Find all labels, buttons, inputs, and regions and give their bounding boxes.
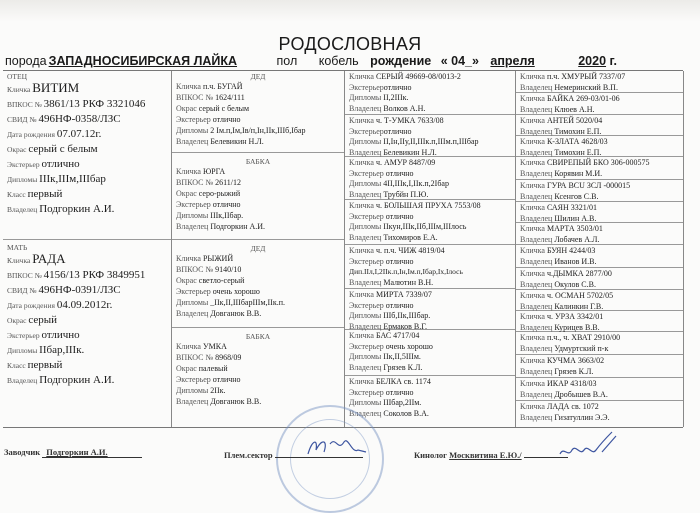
gggp-cell (516, 180, 683, 202)
grandparent-name: РЫЖИЙ (202, 254, 234, 263)
ggp-name: ч. Т-УМКА 7633/08 (375, 116, 444, 125)
gggp-name: К-ЗЛАТА 4628/03 (546, 137, 608, 146)
vkkos-label: ВПКОС № (176, 93, 214, 102)
owner-label: Владелец (520, 256, 553, 266)
color-label: Окрас (176, 364, 197, 373)
gggp-name: ГУРА ВСU ЗСЛ -000015 (546, 181, 631, 190)
gggp-cell (516, 202, 683, 223)
gggp-cell (516, 157, 683, 180)
gggp-cell (516, 332, 683, 355)
name-label: Кличка (520, 312, 545, 321)
grandparent-name: п.ч. БУГАЙ (202, 82, 243, 91)
name-label: Кличка (520, 246, 545, 255)
exterior-label: Экстерьер (349, 256, 384, 266)
name-label: Кличка (520, 356, 545, 365)
owner-label: Владелец (349, 408, 382, 418)
name-label: Кличка (349, 158, 374, 167)
ggp-exterior: отлично (383, 82, 412, 92)
name-label: Кличка (520, 158, 545, 167)
gggp-owner: Тимохин Е.П. (554, 147, 602, 157)
ggp-owner: Волков А.Н. (383, 103, 426, 113)
diplomas-label: Дипломы (176, 298, 209, 307)
owner-label: Владелец (520, 147, 553, 157)
sex-label: пол (276, 54, 298, 68)
exterior-label: Экстерьер (176, 287, 211, 296)
mother-svid: 496НФ-0391/ЛЗС (38, 284, 121, 296)
great-grandparent-cell (345, 71, 515, 115)
exterior-label: Экстерьер (349, 211, 384, 221)
breeder-label: Заводчик (4, 447, 41, 457)
owner-label: Владелец (520, 168, 553, 178)
vkkos-label: ВПКОС № (176, 265, 214, 274)
exterior-label: Экстерьер (349, 341, 384, 351)
owner-label: Владелец (7, 376, 38, 385)
grandparent-vkkos: 2611/12 (215, 178, 242, 187)
father-color: серый с белым (28, 143, 98, 155)
color-label: Окрас (176, 104, 197, 113)
father-vkkos: 3861/13 РКФ 3321046 (43, 98, 146, 110)
mother-role: МАТЬ (7, 243, 28, 252)
owner-label: Владелец (520, 343, 553, 353)
sector-label: Плем.сектор (224, 450, 273, 460)
gggp-owner: Грязев К.Л. (554, 366, 594, 376)
gggp-name: ЛАДА св. 1072 (546, 402, 599, 411)
gggp-cell (516, 93, 683, 115)
gggp-owner: Корявин М.И. (554, 168, 603, 178)
breed-value: ЗАПАДНОСИБИРСКАЯ ЛАЙКА (48, 54, 238, 68)
gggp-name: САЯН 3321/01 (546, 203, 598, 212)
father-role: ОТЕЦ (7, 72, 27, 81)
breeder-name: Подгоркин А.И. (42, 447, 142, 458)
cynologist-signature (414, 447, 568, 460)
gggp-cell (516, 245, 683, 268)
great-grandparent-cell (345, 115, 515, 157)
ggp-diplomas: IIIбар,2IIм. (383, 398, 422, 408)
exterior-label: Экстерьер (7, 331, 40, 340)
ggp-diplomas: II,Iн,IIу,II,IIIк.п,IIIм.п,IIIбар (383, 137, 479, 147)
gggp-owner: Гизатуллин Э.Э. (554, 412, 610, 422)
document-title: РОДОСЛОВНАЯ (278, 34, 422, 54)
great-grandparent-cell (345, 330, 515, 376)
ggp-exterior: очень хорошо (385, 341, 433, 351)
mother-class: первый (27, 359, 63, 371)
mother-diplomas: IIбар,IIIк. (39, 344, 85, 356)
ggp-name: ч. п.ч. ЧИЖ 4819/04 (375, 246, 445, 255)
pedigree-header (5, 54, 695, 68)
owner-label: Владелец (349, 103, 382, 113)
ggp-owner: Тихомиров Е.А. (383, 232, 438, 242)
grandparent-cell (172, 71, 344, 153)
grandparent-color: палевый (198, 364, 228, 373)
owner-label: Владелец (520, 104, 553, 114)
grandparent-vkkos: 9140/10 (215, 265, 242, 274)
ggp-name: СЕРЫЙ 49669-08/0013-2 (375, 72, 461, 81)
gggp-name: ч.ДЫМКА 2877/00 (546, 269, 612, 278)
name-label: Кличка (176, 342, 201, 351)
diplomas-label: Дипломы (349, 137, 382, 147)
exterior-label: Экстерьер (176, 115, 211, 124)
ggp-name: ч. БОЛЬШАЯ ПРУХА 7553/08 (375, 201, 481, 210)
ggp-diplomas: Дип.IIл,I,2IIк.п,Iн,Iм.п,Iбар,Iх,Iлось (349, 267, 463, 277)
grandparent-role: ДЕД (250, 244, 266, 253)
grandparent-color: серый с белым (198, 104, 250, 113)
birth-day: « 04_» (440, 54, 479, 68)
ggp-owner: Соколов В.А. (383, 408, 429, 418)
birth-month: апреля (490, 54, 535, 68)
dob-label: Дата рождения (7, 130, 55, 139)
ggp-name: БЕЛКА св. 1174 (375, 377, 431, 386)
name-label: Кличка (520, 379, 545, 388)
owner-label: Владелец (349, 189, 382, 199)
gggp-cell (516, 311, 683, 332)
grandparent-exterior: отлично (212, 200, 241, 209)
gggp-cell (516, 268, 683, 290)
ggp-exterior: отлично (385, 256, 414, 266)
exterior-label: Экстерьер (349, 387, 384, 397)
gggp-name: КУЧМА 3663/02 (546, 356, 605, 365)
grandparent-owner: Подгоркин А.И. (210, 222, 266, 231)
ggp-exterior: отлично (385, 300, 414, 310)
father-class: первый (27, 188, 63, 200)
sex-value: кобель (318, 54, 359, 68)
name-label: Кличка (176, 254, 201, 263)
grandparent-cell (172, 240, 344, 328)
gggp-owner: Иванов И.В. (554, 256, 597, 266)
exterior-label: Экстерьер (176, 375, 211, 384)
name-label: Кличка (520, 291, 545, 300)
grandparent-name: УМКА (202, 342, 227, 351)
ggp-owner: Ермаков В.Г. (383, 321, 427, 331)
mother-dob: 04.09.2012г. (56, 299, 113, 311)
owner-label: Владелец (349, 277, 382, 287)
exterior-label: Экстерьер (349, 82, 384, 92)
grandparent-diplomas: _IIк,II,IIIбарIIIм,IIк.п. (210, 298, 286, 307)
mother-name: РАДА (32, 251, 66, 266)
owner-label: Владелец (520, 126, 553, 136)
name-label: Кличка (520, 116, 545, 125)
diplomas-label: Дипломы (176, 211, 209, 220)
gggp-owner: Калинкин Г.В. (554, 301, 604, 311)
color-label: Окрас (7, 145, 27, 154)
name-label: Кличка (176, 167, 201, 176)
grandparent-diplomas: IIIк,IIбар. (210, 211, 244, 220)
gggp-owner: Клюев А.Н. (554, 104, 595, 114)
dob-label: Дата рождения (7, 301, 55, 310)
ggp-name: МИРТА 7339/07 (375, 290, 432, 299)
mother-vkkos: 4156/13 РКФ 3849951 (43, 269, 146, 281)
birth-year: 2020 (578, 54, 607, 68)
ggp-diplomas: IIкун,IIIк,IIб,IIIм,IIIлось (383, 222, 467, 232)
grandparent-diplomas: 2IIк. (210, 386, 226, 395)
owner-label: Владелец (520, 191, 553, 201)
sector-signature-scribble (302, 432, 372, 462)
ggp-owner: Трубйн П.Ю. (383, 189, 429, 199)
mother-exterior: отлично (41, 329, 80, 341)
exterior-label: Экстерьер (349, 168, 384, 178)
ggp-name: ч. АМУР 8487/09 (375, 158, 436, 167)
great-grandparent-cell (345, 157, 515, 200)
owner-label: Владелец (520, 213, 553, 223)
name-label: Кличка (7, 85, 31, 94)
diplomas-label: Дипломы (7, 175, 38, 184)
owner-label: Владелец (520, 389, 553, 399)
grandparent-diplomas: 2 Iм.п,Iм,Iв/п,Iн,IIк,IIIб,Iбар (210, 126, 306, 135)
gggp-cell (516, 223, 683, 245)
color-label: Окрас (176, 189, 197, 198)
great-grandparent-cell (345, 200, 515, 245)
mother-cell (3, 240, 171, 427)
exterior-label: Экстерьер (349, 126, 384, 136)
gggp-cell (516, 290, 683, 311)
grandparent-owner: Довганюк В.В. (210, 309, 262, 318)
name-label: Кличка (349, 201, 374, 210)
owner-label: Владелец (520, 301, 553, 311)
ggp-diplomas: 4II,IIIк,I,IIк.п,2Iбар (383, 179, 449, 189)
gggp-cell (516, 136, 683, 157)
name-label: Кличка (520, 203, 545, 212)
vkkos-label: ВПКОС № (176, 353, 214, 362)
ggp-name: БАС 4717/04 (375, 331, 420, 340)
exterior-label: Экстерьер (7, 160, 40, 169)
ggp-exterior: отлично (385, 387, 414, 397)
name-label: Кличка (349, 331, 374, 340)
diplomas-label: Дипломы (176, 386, 209, 395)
gggp-cell (516, 355, 683, 378)
diplomas-label: Дипломы (176, 126, 209, 135)
name-label: Кличка (520, 402, 545, 411)
color-label: Окрас (7, 316, 27, 325)
gggp-name: МАРТА 3503/01 (546, 224, 603, 233)
svid-label: СВИД № (7, 115, 37, 124)
mother-owner: Подгоркин А.И. (39, 374, 115, 386)
svid-label: СВИД № (7, 286, 37, 295)
gggp-cell (516, 71, 683, 93)
name-label: Кличка (520, 137, 545, 146)
gggp-name: п.ч., ч. ХВАТ 2910/00 (546, 333, 621, 342)
diplomas-label: Дипломы (349, 352, 382, 362)
vkkos-label: ВПКОС № (7, 271, 42, 280)
grandparent-role: БАБКА (245, 332, 271, 341)
diplomas-label: Дипломы (349, 179, 382, 189)
name-label: Кличка (349, 116, 374, 125)
mother-color: серый (28, 314, 58, 326)
gggp-owner: Лобачев А.Л. (554, 234, 600, 244)
breed-label: порода (5, 54, 47, 68)
grandparent-vkkos: 1624/111 (215, 93, 245, 102)
grandparents-column (172, 71, 345, 427)
name-label: Кличка (7, 256, 31, 265)
father-name: ВИТИМ (32, 80, 80, 95)
gggp-cell (516, 401, 683, 427)
ggp-exterior: отлично (385, 211, 414, 221)
grandparent-exterior: отлично (212, 115, 241, 124)
exterior-label: Экстерьер (349, 300, 384, 310)
great-grandparent-cell (345, 245, 515, 289)
ggp-exterior: отлично (383, 126, 412, 136)
ggp-diplomas: II,2IIIк. (383, 93, 409, 103)
cynologist-signature-scribble (556, 430, 626, 462)
scan-shadow (0, 0, 700, 22)
pedigree-table (3, 70, 683, 428)
name-label: Кличка (349, 290, 374, 299)
class-label: Класс (7, 361, 26, 370)
ggp-exterior: отлично (385, 168, 414, 178)
great-great-grandparents-column (516, 71, 684, 427)
owner-label: Владелец (520, 412, 553, 422)
vkkos-label: ВПКОС № (176, 178, 214, 187)
father-dob: 07.07.12г. (56, 128, 102, 140)
name-label: Кличка (520, 94, 545, 103)
great-grandparent-cell (345, 376, 515, 427)
father-svid: 496НФ-0358/ЛЗС (38, 113, 121, 125)
gggp-owner: Дробышев В.А. (554, 389, 608, 399)
grandparent-role: ДЕД (250, 72, 266, 81)
name-label: Кличка (520, 333, 545, 342)
gggp-owner: Шилин А.В. (554, 213, 597, 223)
gggp-name: БАЙКА 269-03/01-06 (546, 94, 620, 103)
name-label: Кличка (520, 72, 545, 81)
owner-label: Владелец (176, 222, 209, 231)
grandparent-vkkos: 8968/09 (215, 353, 242, 362)
birth-label: рождение (370, 54, 432, 68)
father-owner: Подгоркин А.И. (39, 203, 115, 215)
vkkos-label: ВПКОС № (7, 100, 42, 109)
name-label: Кличка (349, 246, 374, 255)
gggp-name: ИКАР 4318/03 (546, 379, 597, 388)
owner-label: Владелец (520, 322, 553, 332)
year-suffix: г. (609, 54, 617, 68)
father-diplomas: IIIк,IIIм,IIIбар (39, 173, 106, 185)
grandparent-exterior: отлично (212, 375, 241, 384)
diplomas-label: Дипломы (349, 398, 382, 408)
owner-label: Владелец (520, 234, 553, 244)
owner-label: Владелец (176, 309, 209, 318)
owner-label: Владелец (520, 82, 553, 92)
ggp-diplomas: IIIб,IIк,IIIбар. (383, 311, 431, 321)
exterior-label: Экстерьер (176, 200, 211, 209)
gggp-name: АНТЕЙ 5020/04 (546, 116, 603, 125)
owner-label: Владелец (176, 137, 209, 146)
grandparent-role: БАБКА (245, 157, 271, 166)
great-grandparent-cell (345, 289, 515, 330)
gggp-name: БУЯН 4244/03 (546, 246, 596, 255)
grandparent-owner: Белевикин Н.Л. (210, 137, 264, 146)
diplomas-label: Дипломы (349, 311, 382, 321)
gggp-name: п.ч. ХМУРЫЙ 7337/07 (546, 72, 626, 81)
name-label: Кличка (520, 269, 545, 278)
diplomas-label: Дипломы (349, 93, 382, 103)
great-grandparents-column (345, 71, 516, 427)
name-label: Кличка (520, 181, 545, 190)
grandparent-name: ЮРГА (202, 167, 226, 176)
owner-label: Владелец (349, 147, 382, 157)
grandparent-owner: Довганюк В.В. (210, 397, 262, 406)
gggp-name: СВИРЕПЫЙ БКО 306-000575 (546, 158, 650, 167)
ggp-owner: Грязев К.Л. (383, 362, 423, 372)
breeder-signature (4, 447, 142, 458)
gggp-owner: Тимохин Е.П. (554, 126, 602, 136)
gggp-owner: Курицев В.В. (554, 322, 600, 332)
gggp-name: ч. ОСМАН 5702/05 (546, 291, 614, 300)
gggp-owner: Немеринский В.П. (554, 82, 618, 92)
name-label: Кличка (176, 82, 201, 91)
owner-label: Владелец (520, 366, 553, 376)
owner-label: Владелец (349, 321, 382, 331)
grandparent-color: светло-серый (198, 276, 245, 285)
cynologist-name: Москвитина Е.Ю./ (449, 450, 522, 460)
parents-column (3, 71, 172, 427)
gggp-cell (516, 115, 683, 136)
father-cell (3, 71, 171, 240)
gggp-cell (516, 378, 683, 401)
ggp-owner: Белевикин Н.Л. (383, 147, 437, 157)
class-label: Класс (7, 190, 26, 199)
gggp-name: ч. УРЗА 3342/01 (546, 312, 604, 321)
gggp-owner: Ксенгов С.В. (554, 191, 599, 201)
owner-label: Владелец (520, 279, 553, 289)
name-label: Кличка (349, 72, 374, 81)
father-exterior: отлично (41, 158, 80, 170)
cynologist-label: Кинолог (414, 450, 447, 460)
owner-label: Владелец (349, 362, 382, 372)
ggp-diplomas: IIк,II,5IIIм. (383, 352, 421, 362)
diplomas-label: Дипломы (349, 222, 382, 232)
name-label: Кличка (349, 377, 374, 386)
grandparent-cell (172, 153, 344, 240)
name-label: Кличка (520, 224, 545, 233)
ggp-owner: Малютин В.Н. (383, 277, 434, 287)
gggp-owner: Удмуртский п-к (554, 343, 609, 353)
gggp-owner: Окулов С.В. (554, 279, 596, 289)
owner-label: Владелец (176, 397, 209, 406)
owner-label: Владелец (349, 232, 382, 242)
color-label: Окрас (176, 276, 197, 285)
grandparent-exterior: очень хорошо (212, 287, 260, 296)
grandparent-color: серо-рыжий (198, 189, 241, 198)
owner-label: Владелец (7, 205, 38, 214)
diplomas-label: Дипломы (7, 346, 38, 355)
